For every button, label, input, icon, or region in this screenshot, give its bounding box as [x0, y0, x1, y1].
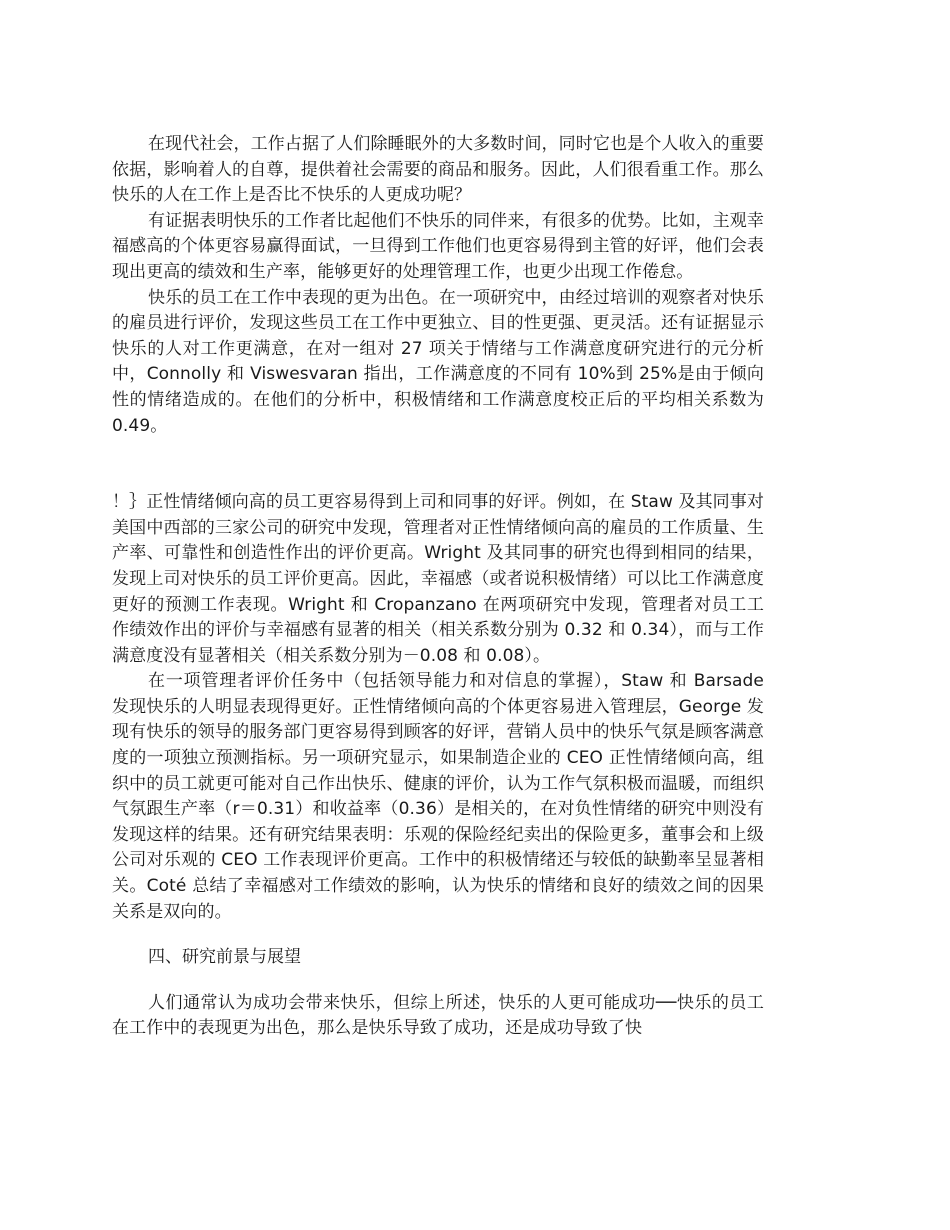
heading-gap-bottom [112, 971, 764, 991]
paragraph-work-importance: 在现代社会，工作占据了人们除睡眠外的大多数时间，同时它也是个人收入的重要依据，影响着人的自尊，提供着社会需要的商品和服务。因此，人们很看重工作。那么快乐的人在工作上是否比不快乐的人更成功呢？ [112, 134, 764, 206]
heading-gap-top [112, 925, 764, 945]
paragraph-advantages: 有证据表明快乐的工作者比起他们不快乐的同伴来，有很多的优势。比如，主观幸福感高的个体更容易赢得面试，一旦得到工作他们也更容易得到主管的好评，他们会表现出更高的绩效和生产率，能够更好的处理管理工作，也更少出现工作倦怠。 [112, 210, 764, 282]
paragraph-management: 在一项管理者评价任务中（包括领导能力和对信息的掌握），Staw 和 Barsade 发现快乐的人明显表现得更好。正性情绪倾向高的个体更容易进入管理层，George 发现有快乐的领导的服务部门更容易得到顾客的好评，营销人员中的快乐气氛是顾客满意度的一项独立预测指标。另一项研究显示，如果制造企业的 CEO 正性情绪倾向高，组织中的员工就更可能对自己作出快乐、健康的评价，认为工作气氛积极而温暖，而组织气氛跟生产率（r＝0.31）和收益率（0.36）是相关的，在对负性情绪的研究中则没有发现这样的结果。还有研究结果表明：乐观的保险经纪卖出的保险更多，董事会和上级公司对乐观的 CEO 工作表现评价更高。工作中的积极情绪还与较低的缺勤率呈显著相关。Coté 总结了幸福感对工作绩效的影响，认为快乐的情绪和良好的绩效之间的因果关系是双向的。 [112, 671, 764, 922]
section-gap [112, 439, 764, 490]
paragraph-performance: 快乐的员工在工作中表现的更为出色。在一项研究中，由经过培训的观察者对快乐的雇员进行评价，发现这些员工在工作中更独立、目的性更强、更灵活。还有证据显示快乐的人对工作更满意，在对一组对 27 项关于情绪与工作满意度研究进行的元分析中，Connolly 和 Viswesvaran 指出，工作满意度的不同有 10%到 25%是由于倾向性的情绪造成的。在他们的分析中，积极情绪和工作满意度校正后的平均相关系数为 0.49。 [112, 287, 764, 436]
section-heading: 四、研究前景与展望 [148, 947, 301, 968]
document-page [112, 132, 764, 1042]
paragraph-outlook: 人们通常认为成功会带来快乐，但综上所述，快乐的人更可能成功──快乐的员工在工作中的表现更为出色，那么是快乐导致了成功，还是成功导致了快 [112, 992, 764, 1039]
paragraph-evaluation: ！｝正性情绪倾向高的员工更容易得到上司和同事的好评。例如，在 Staw 及其同事对美国中西部的三家公司的研究中发现，管理者对正性情绪倾向高的雇员的工作质量、生产率、可靠性和创造性作出的评价更高。Wright 及其同事的研究也得到相同的结果，发现上司对快乐的员工评价更高。因此，幸福感（或者说积极情绪）可以比工作满意度更好的预测工作表现。Wright 和 Cropanzano 在两项研究中发现，管理者对员工工作绩效作出的评价与幸福感有显著的相关（相关系数分别为 0.32 和 0.34），而与工作满意度没有显著相关（相关系数分别为－0.08 和 0.08）。 [112, 492, 764, 666]
